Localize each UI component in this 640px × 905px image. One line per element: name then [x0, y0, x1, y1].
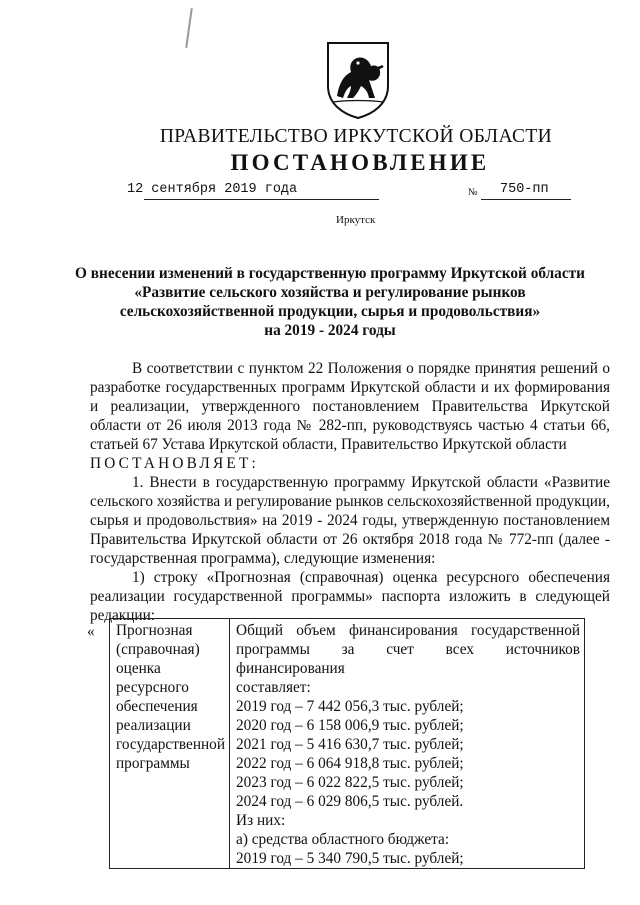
- heading-line: «Развитие сельского хозяйства и регулирование рынков: [134, 284, 526, 301]
- preamble-line: области от 26 июля 2013 года № 282-пп, руководствуясь частью 4 статьи 66,: [90, 417, 610, 434]
- heading-line: на 2019 - 2024 годы: [264, 322, 396, 339]
- value-line: 2020 год – 6 158 006,9 тыс. рублей;: [236, 717, 464, 734]
- coat-of-arms-icon: [325, 40, 391, 120]
- heading-line: О внесении изменений в государственную программу Иркутской области: [75, 265, 585, 282]
- label-line: реализации: [116, 717, 191, 734]
- value-line: составляет:: [236, 679, 311, 696]
- value-line: а) средства областного бюджета:: [236, 831, 450, 848]
- table-cell-value: [230, 619, 585, 869]
- government-name: ПРАВИТЕЛЬСТВО ИРКУТСКОЙ ОБЛАСТИ: [159, 126, 553, 147]
- value-line: Общий объем финансирования государственной: [236, 622, 581, 639]
- value-line: программы за счет всех источников финансирования: [236, 641, 581, 677]
- label-line: оценка: [116, 660, 161, 677]
- item-1-line: Правительства Иркутской области от 26 октября 2018 года № 772-пп (далее -: [90, 531, 610, 548]
- open-quote: «: [87, 623, 95, 640]
- preamble-line: разработке государственных программ Иркутской области и их формирования: [90, 379, 610, 396]
- document-type: ПОСТАНОВЛЕНИЕ: [230, 150, 490, 175]
- item-1-1-line: 1) строку «Прогнозная (справочная) оценка ресурсного обеспечения: [132, 569, 610, 586]
- value-line: 2022 год – 6 064 918,8 тыс. рублей;: [236, 755, 464, 772]
- preamble-line: и реализации, утвержденного постановлением Правительства Иркутской: [90, 398, 610, 415]
- document-heading: [60, 264, 600, 340]
- funding-table: [109, 618, 585, 869]
- item-1-line: сельского хозяйства и регулирование рынков сельскохозяйственной продукции,: [90, 493, 610, 510]
- table-cell-label: [110, 619, 230, 869]
- label-line: (справочная): [116, 641, 200, 658]
- label-line: государственной: [116, 736, 226, 753]
- value-line: 2021 год – 5 416 630,7 тыс. рублей;: [236, 736, 464, 753]
- number-label: №: [468, 187, 478, 198]
- city-name: Иркутск: [336, 214, 376, 226]
- item-1-line: 1. Внести в государственную программу Иркутской области «Развитие: [132, 474, 610, 491]
- document-date: [127, 182, 297, 197]
- value-line: 2019 год – 7 442 056,3 тыс. рублей;: [236, 698, 464, 715]
- item-1-line: сырья и продовольствия» на 2019 - 2024 годы, утвержденную постановлением: [90, 512, 610, 529]
- item-1-1-line: реализации государственной программы» паспорта изложить в следующей: [90, 588, 610, 605]
- preamble-line: статьей 67 Устава Иркутской области, Правительство Иркутской области: [90, 436, 567, 453]
- date-text: 12 сентября 2019 года: [127, 182, 298, 197]
- heading-line: сельскохозяйственной продукции, сырья и продовольствия»: [119, 303, 541, 320]
- label-line: программы: [116, 755, 190, 772]
- item-1-line: государственная программа), следующие изменения:: [90, 550, 436, 567]
- preamble-line: В соответствии с пунктом 22 Положения о порядке принятия решений о: [132, 360, 610, 377]
- table-row: [110, 619, 585, 869]
- date-underline: [144, 199, 379, 200]
- value-line: Из них:: [236, 812, 286, 829]
- value-line: 2019 год – 5 340 790,5 тыс. рублей;: [236, 850, 464, 867]
- value-line: 2023 год – 6 022 822,5 тыс. рублей;: [236, 774, 464, 791]
- value-line: 2024 год – 6 029 806,5 тыс. рублей.: [236, 793, 464, 810]
- label-line: обеспечения: [116, 698, 198, 715]
- number-underline: [481, 199, 571, 200]
- label-line: ресурсного: [116, 679, 189, 696]
- resolves-word: ПОСТАНОВЛЯЕТ:: [90, 455, 259, 472]
- item-1-1-line: редакции:: [90, 607, 156, 624]
- scan-mark: [185, 8, 193, 48]
- preamble: [90, 359, 610, 625]
- document-number: 750-пп: [500, 182, 549, 197]
- label-line: Прогнозная: [116, 622, 193, 639]
